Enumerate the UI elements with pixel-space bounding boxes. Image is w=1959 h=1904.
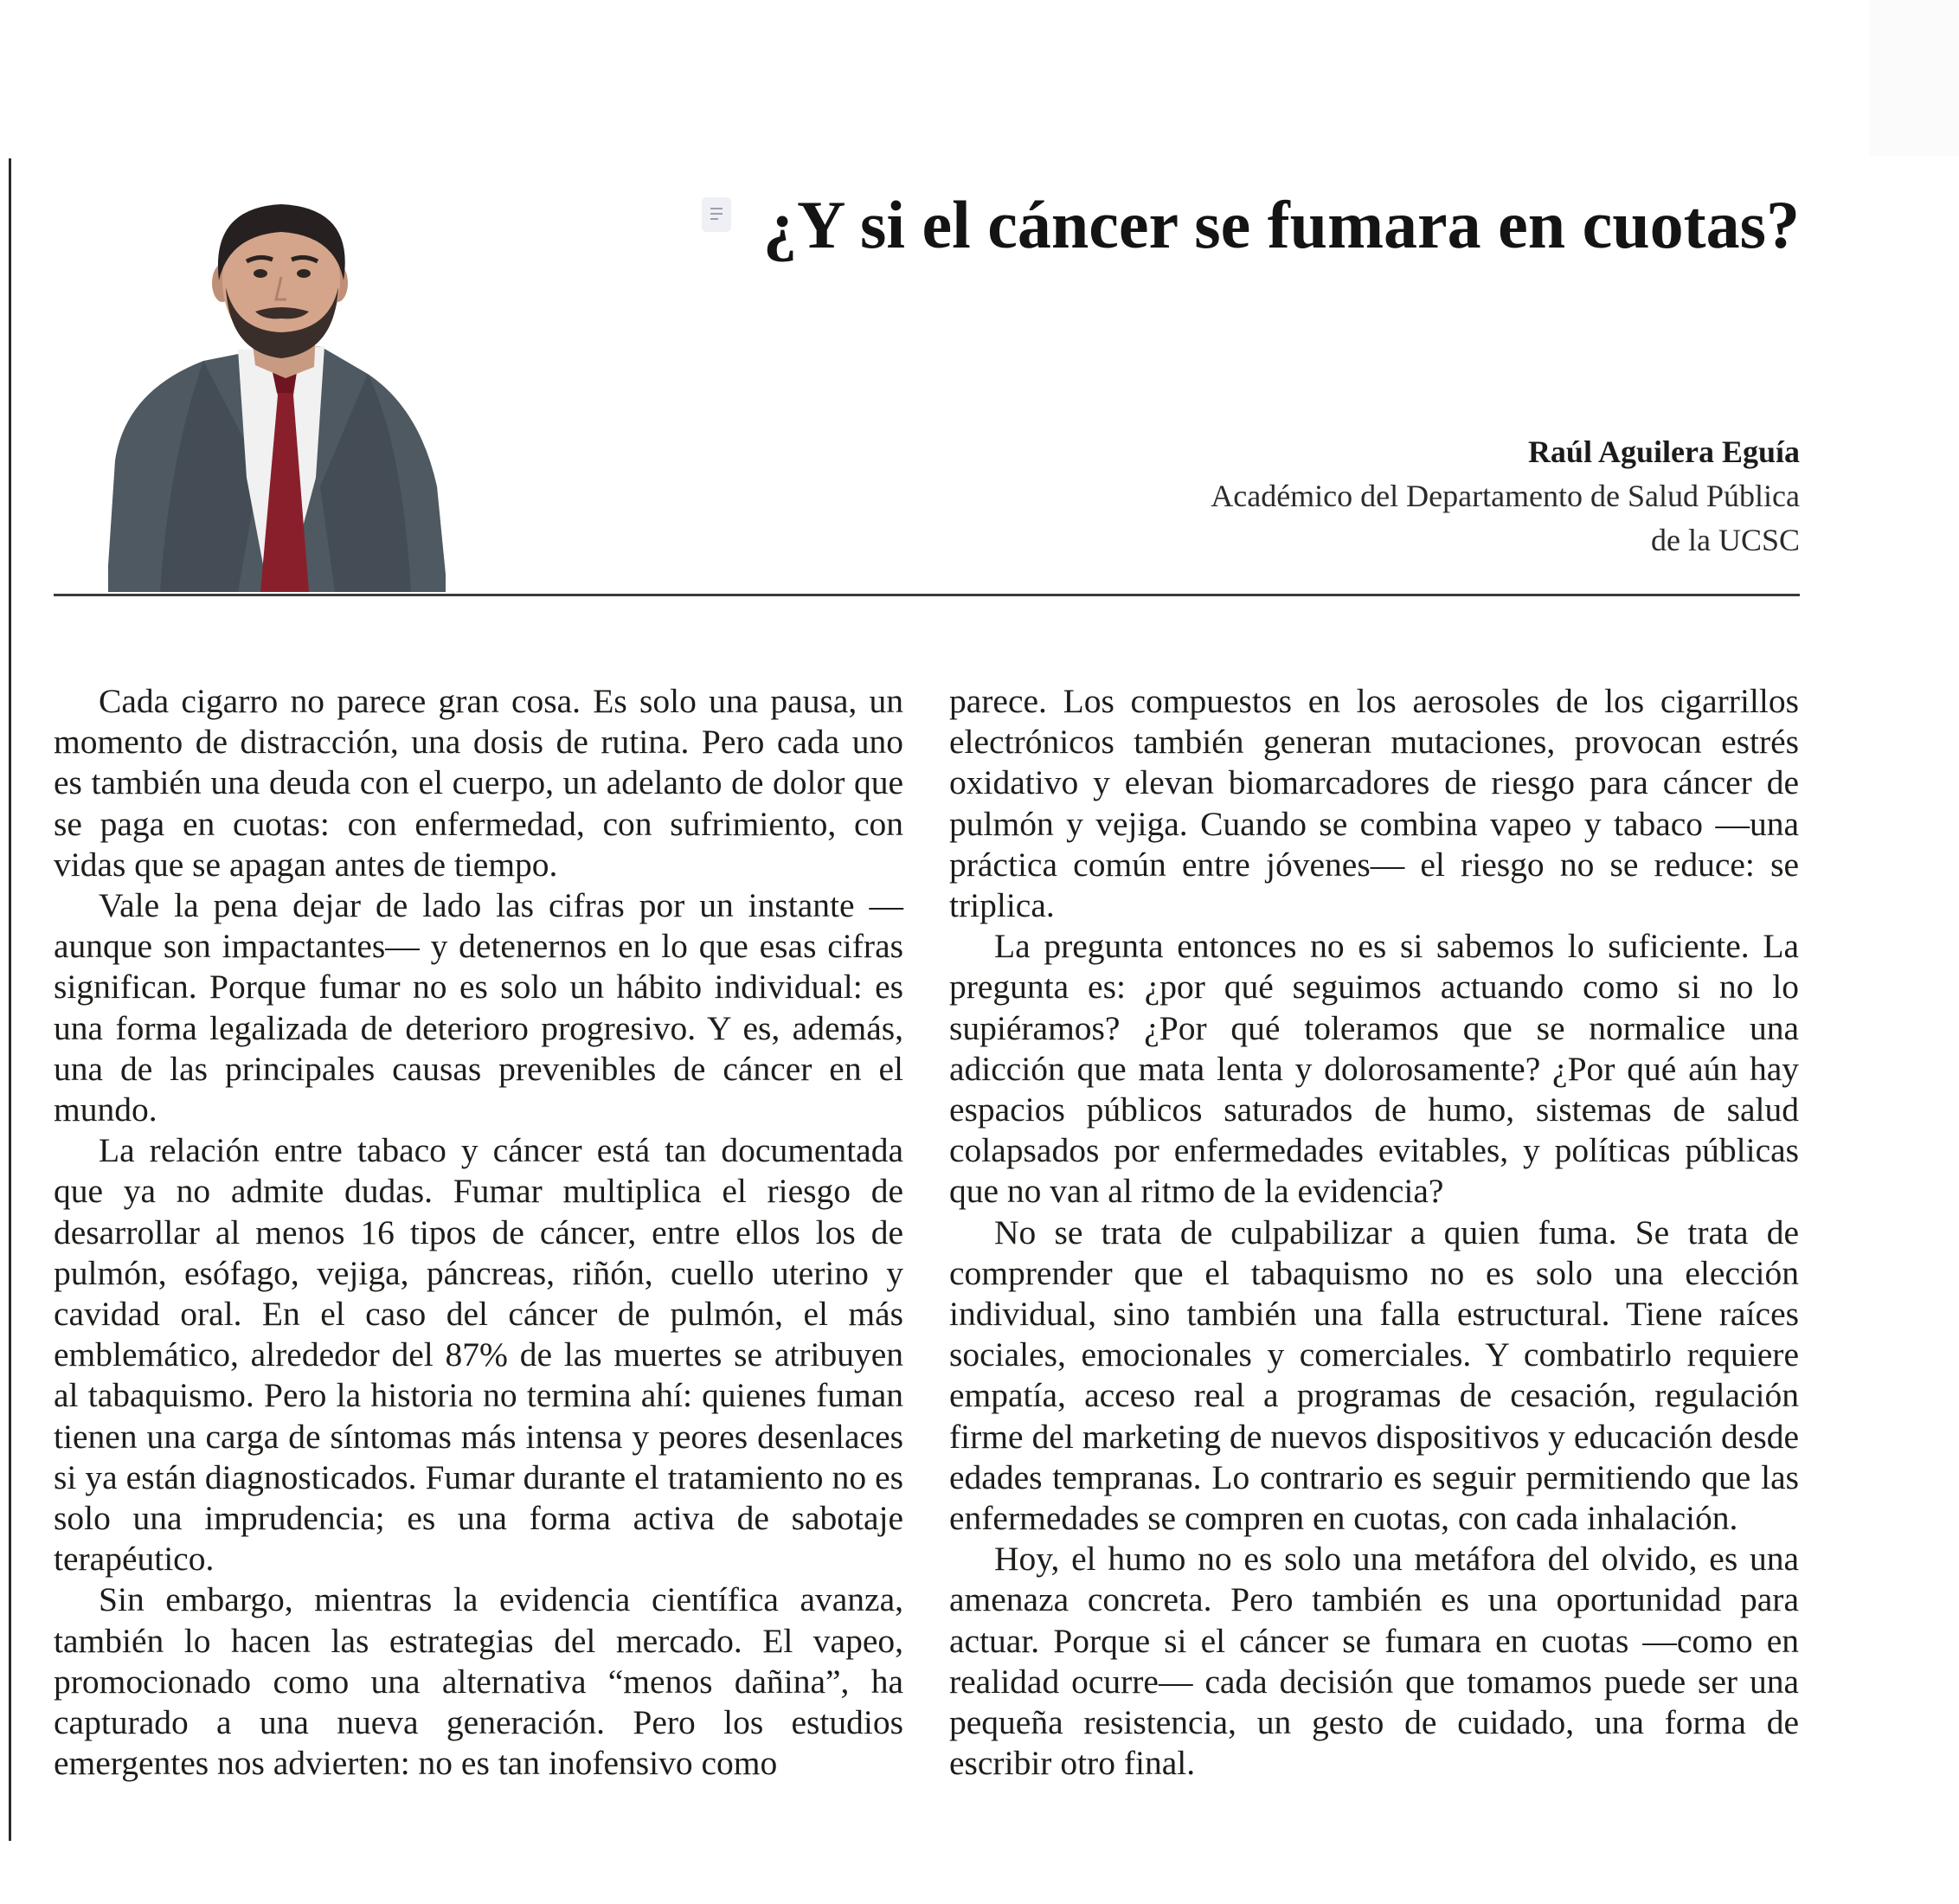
left-margin-rule [9, 158, 11, 1841]
body-column-right [949, 681, 1799, 1784]
page-edge-strip [1869, 0, 1959, 156]
paragraph: Sin embargo, mientras la evidencia científica avanza, también lo hacen las estrategias del mercado. El vapeo, promocionado como una alternativa “menos dañina”, ha capturado a una nueva generación. Pero los estudios emergentes nos advierten: no es tan inofensivo como [54, 1580, 903, 1783]
author-name: Raúl Aguilera Eguía [1527, 434, 1800, 469]
paragraph: Cada cigarro no parece gran cosa. Es solo una pausa, un momento de distracción, una dosis de rutina. Pero cada uno es también una deuda con el cuerpo, un adelanto de dolor que se paga en cuotas: con enfermedad, con sufrimiento, con vidas que se apagan antes de tiempo. [54, 682, 903, 884]
author-affiliation-line1: Académico del Departamento de Salud Pública [1211, 479, 1800, 513]
paragraph: Hoy, el humo no es solo una metáfora del olvido, es una amenaza concreta. Pero también es una oportunidad para actuar. Porque si el cáncer se fumara en cuotas —como en realidad ocurre— cada decisión que tomamos puede ser una pequeña resistencia, un gesto de cuidado, una forma de escribir otro final. [949, 1540, 1799, 1783]
paragraph: Vale la pena dejar de lado las cifras por un instante —aunque son impactantes— y detenernos en lo que esas cifras significan. Porque fumar no es solo un hábito individual: es una forma legalizada de deterioro progresivo. Y es, además, una de las principales causas prevenibles de cáncer en el mundo. [54, 886, 903, 1129]
note-icon[interactable] [702, 197, 731, 232]
paragraph-continued: parece. Los compuestos en los aerosoles de los cigarrillos electrónicos también generan mutaciones, provocan estrés oxidativo y elevan biomarcadores de riesgo para cáncer de pulmón y vejiga. Cuando se combina vapeo y tabaco —una práctica común entre jóvenes— el riesgo no se reduce: se triplica. [949, 682, 1799, 925]
paragraph: La relación entre tabaco y cáncer está tan documentada que ya no admite dudas. Fumar multiplica el riesgo de desarrollar al menos 16 tipos de cáncer, entre ellos los de pulmón, esófago, vejiga, páncreas, riñón, cuello uterino y cavidad oral. En el caso del cáncer de pulmón, el más emblemático, alrededor del 87% de las muertes se atribuyen al tabaquismo. Pero la historia no termina ahí: quienes fuman tienen una carga de síntomas más intensa y peores desenlaces si ya están diagnosticados. Fumar durante el tratamiento no es solo una imprudencia; es una forma activa de sabotaje terapéutico. [54, 1131, 903, 1579]
article-headline: ¿Y si el cáncer se fumara en cuotas? [763, 187, 1800, 262]
author-portrait [108, 201, 446, 592]
byline [848, 430, 1800, 563]
header-rule [54, 594, 1800, 596]
author-affiliation-line2: de la UCSC [1650, 523, 1800, 557]
paragraph: No se trata de culpabilizar a quien fuma. Se trata de comprender que el tabaquismo no es solo una elección individual, sino también una falla estructural. Tiene raíces sociales, emocionales y comerciales. Y combatirlo requiere empatía, acceso real a programas de cesación, regulación firme del marketing de nuevos dispositivos y educación desde edades tempranas. Lo contrario es seguir permitiendo que las enfermedades se compren en cuotas, con cada inhalación. [949, 1213, 1799, 1538]
paragraph: La pregunta entonces no es si sabemos lo suficiente. La pregunta es: ¿por qué seguimos actuando como si no lo supiéramos? ¿Por qué toleramos que se normalice una adicción que mata lenta y dolorosamente? ¿Por qué aún hay espacios públicos saturados de humo, sistemas de salud colapsados por enfermedades evitables, y políticas públicas que no van al ritmo de la evidencia? [949, 927, 1799, 1211]
body-column-left [54, 681, 903, 1784]
